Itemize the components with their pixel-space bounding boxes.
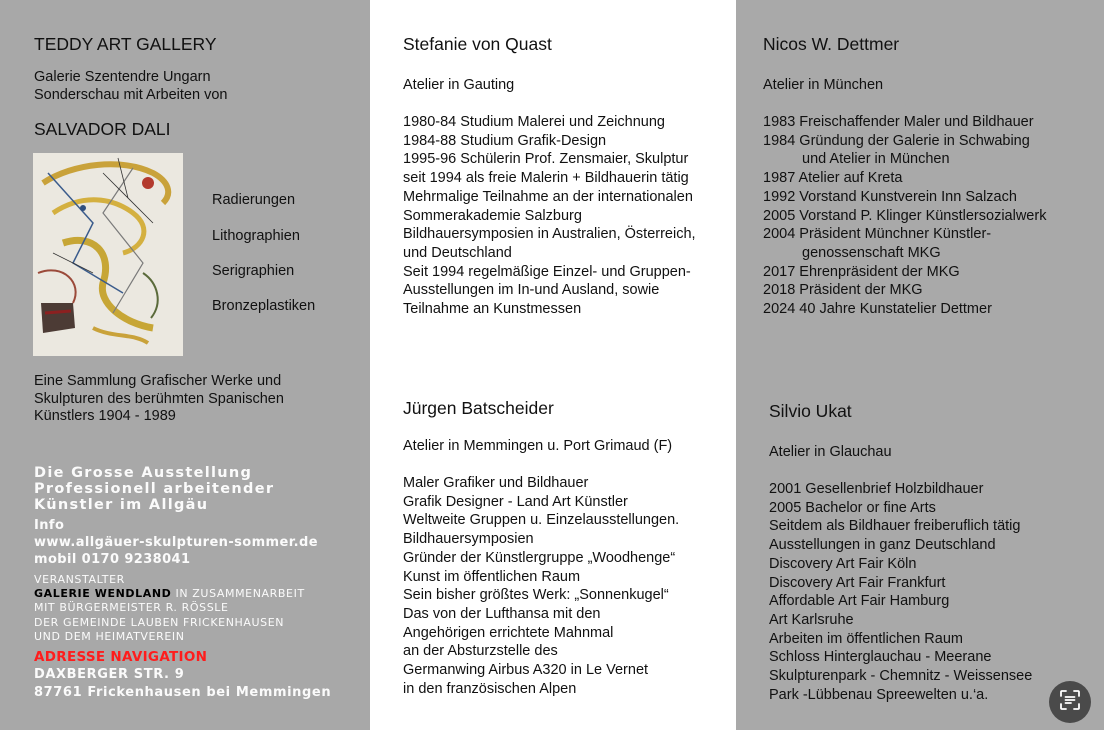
bio-line: 2018 Präsident der MKG: [763, 282, 923, 299]
bio-line: 2024 40 Jahre Kunstatelier Dettmer: [763, 301, 992, 318]
bio-line: Das von der Lufthansa mit den: [403, 605, 601, 622]
middle-column: [370, 0, 736, 730]
bio-line: an der Absturzstelle des: [403, 643, 558, 660]
bio-line: 2017 Ehrenpräsident der MKG: [763, 263, 960, 280]
bio-line: 2001 Gesellenbrief Holzbildhauer: [769, 481, 984, 497]
organizer-line: [34, 587, 305, 601]
dali-artwork-image: [33, 153, 183, 356]
bio-line: Gründer der Künstlergruppe „Woodhenge“: [403, 549, 676, 566]
bio-line: 1984 Gründung der Galerie in Schwabing: [763, 132, 1030, 149]
technique-label: Lithographien: [212, 228, 300, 244]
exhibition-info: [34, 517, 318, 568]
website-link[interactable]: www.allgäuer-skulpturen-sommer.de: [34, 535, 318, 550]
bio-line: Teilnahme an Kunstmessen: [403, 301, 582, 318]
bio-line: Grafik Designer - Land Art Künstler: [403, 493, 628, 510]
technique-label: Bronzeplastiken: [212, 298, 316, 314]
bio-line: 1983 Freischaffender Maler und Bildhauer: [763, 114, 1034, 130]
organizer-line: DER GEMEINDE LAUBEN FRICKENHAUSEN: [34, 615, 285, 629]
gallery-subtitle-line: Sonderschau mit Arbeiten von: [34, 87, 228, 103]
bio-line: Discovery Art Fair Köln: [769, 555, 917, 572]
bio-line: und Atelier in München: [802, 151, 950, 168]
bio-line: Sein bisher größtes Werk: „Sonnenkugel“: [403, 587, 669, 604]
bio-line: Kunst im öffentlichen Raum: [403, 568, 581, 585]
address-navigation-label[interactable]: ADRESSE NAVIGATION: [34, 649, 208, 665]
bio-line: seit 1994 als freie Malerin + Bildhauerin tätig: [403, 170, 689, 187]
bio-line: Maler Grafiker und Bildhauer: [403, 475, 589, 491]
bio-line: Art Karlsruhe: [769, 611, 854, 628]
exhibition-title: [34, 465, 274, 513]
bio-line: und Deutschland: [403, 244, 512, 261]
bio-line: Seitdem als Bildhauer freiberuflich tätig: [769, 518, 1021, 535]
bio-line: Weltweite Gruppen u. Einzelausstellungen.: [403, 512, 680, 529]
bio-line: 2004 Präsident Münchner Künstler-: [763, 226, 992, 243]
bio-line: 1995-96 Schülerin Prof. Zensmaier, Skulptur: [403, 151, 689, 168]
featured-artist-name: SALVADOR DALI: [34, 119, 171, 139]
bio-line: Affordable Art Fair Hamburg: [769, 593, 950, 610]
text-scan-icon: [1058, 688, 1082, 717]
bio-line: 1980-84 Studium Malerei und Zeichnung: [403, 114, 665, 130]
bio-line: 1987 Atelier auf Kreta: [763, 170, 903, 187]
address-street: DAXBERGER STR. 9: [34, 667, 185, 682]
artist-atelier: Atelier in München: [763, 77, 884, 93]
address-block: [34, 666, 331, 701]
artist-name: Stefanie von Quast: [403, 34, 552, 54]
organizer-label: VERANSTALTER: [34, 573, 125, 586]
collection-description: [34, 373, 284, 426]
exhibition-title-line: Professionell arbeitender: [34, 481, 275, 497]
exhibition-title-line: Künstler im Allgäu: [34, 497, 209, 513]
artist-name: Silvio Ukat: [769, 401, 852, 421]
bio-line: Park -Lübbenau Spreewelten u.‘a.: [769, 686, 989, 703]
artist-atelier: Atelier in Glauchau: [769, 444, 892, 460]
bio-line: Ausstellungen in ganz Deutschland: [769, 537, 996, 554]
artist-name: Nicos W. Dettmer: [763, 34, 900, 54]
bio-line: Bildhauersymposien in Australien, Österreich,: [403, 226, 696, 243]
artist-atelier: Atelier in Memmingen u. Port Grimaud (F): [403, 438, 673, 454]
right-column: [736, 0, 1104, 730]
bio-line: 2005 Bachelor or fine Arts: [769, 499, 936, 516]
gallery-subtitle-line: Galerie Szentendre Ungarn: [34, 69, 211, 85]
bio-line: Discovery Art Fair Frankfurt: [769, 574, 946, 591]
technique-label: Serigraphien: [212, 263, 295, 279]
text-scan-button[interactable]: [1049, 681, 1091, 723]
bio-line: Seit 1994 regelmäßige Einzel- und Gruppen-: [403, 263, 691, 280]
collection-description-line: Künstlers 1904 - 1989: [34, 408, 176, 424]
organizer-name: GALERIE WENDLAND: [34, 587, 172, 601]
artist-name: Jürgen Batscheider: [403, 398, 554, 418]
bio-line: 1992 Vorstand Kunstverein Inn Salzach: [763, 188, 1017, 205]
bio-line: Bildhauersymposien: [403, 531, 534, 548]
bio-line: Ausstellungen im In-und Ausland, sowie: [403, 282, 660, 299]
bio-line: 1984-88 Studium Grafik-Design: [403, 132, 607, 149]
organizer-line: UND DEM HEIMATVEREIN: [34, 629, 185, 643]
artist-bio: [403, 474, 679, 698]
bio-line: Arbeiten im öffentlichen Raum: [769, 630, 963, 647]
phone-number: mobil 0170 9238041: [34, 552, 191, 567]
organizer-block: [34, 573, 305, 644]
bio-line: Mehrmalige Teilnahme an der internationalen: [403, 188, 693, 205]
artist-bio: [403, 113, 696, 319]
left-column: [0, 0, 370, 730]
artist-atelier: Atelier in Gauting: [403, 77, 515, 93]
organizer-rest: IN ZUSAMMENARBEIT: [171, 587, 305, 601]
bio-line: Angehörigen errichtete Mahnmal: [403, 624, 614, 641]
bio-line: Schloss Hinterglauchau - Meerane: [769, 649, 992, 666]
bio-line: Sommerakademie Salzburg: [403, 207, 582, 224]
bio-line: genossenschaft MKG: [802, 244, 941, 261]
bio-line: in den französischen Alpen: [403, 680, 577, 697]
exhibition-title-line: Die Grosse Ausstellung: [34, 465, 253, 481]
bio-line: Germanwing Airbus A320 in Le Vernet: [403, 662, 649, 679]
gallery-title: TEDDY ART GALLERY: [34, 34, 217, 54]
collection-description-line: Skulpturen des berühmten Spanischen: [34, 390, 284, 407]
bio-line: Skulpturenpark - Chemnitz - Weissensee: [769, 668, 1033, 685]
info-label: Info: [34, 518, 65, 533]
organizer-line: MIT BÜRGERMEISTER R. RÖSSLE: [34, 601, 229, 615]
artist-bio: [769, 480, 1032, 704]
gallery-subtitle: [34, 68, 227, 104]
address-city: 87761 Frickenhausen bei Memmingen: [34, 684, 332, 700]
artist-bio: [763, 113, 1046, 319]
bio-line: 2005 Vorstand P. Klinger Künstlersozialwerk: [763, 207, 1047, 224]
technique-label: Radierungen: [212, 192, 296, 208]
collection-description-line: Eine Sammlung Grafischer Werke und: [34, 373, 282, 389]
